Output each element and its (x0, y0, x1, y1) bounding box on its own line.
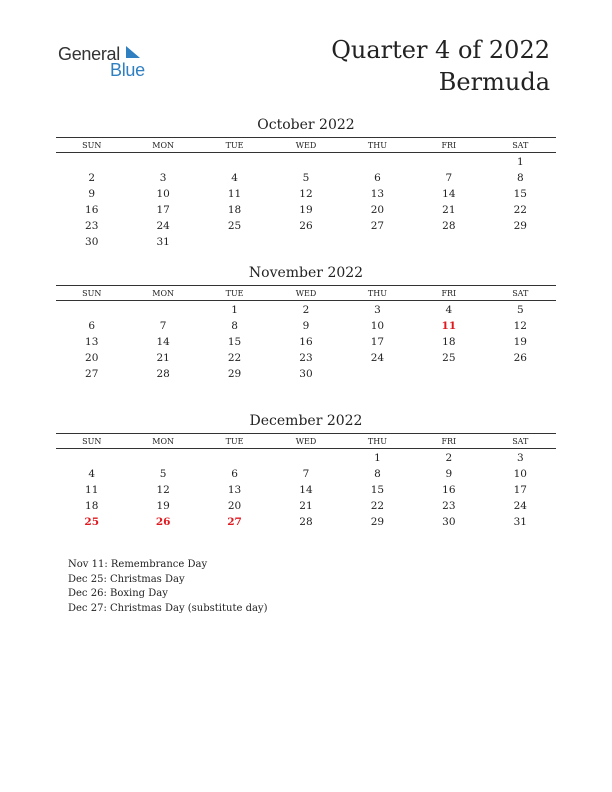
day-cell: 26 (513, 352, 527, 364)
week-row (56, 169, 556, 185)
day-cell: 26 (299, 220, 313, 232)
day-cell: 9 (445, 468, 453, 480)
day-cell: 12 (299, 188, 313, 200)
day-cell: 25 (227, 220, 242, 232)
day-cell: 31 (513, 516, 527, 528)
week-rows (56, 301, 556, 381)
weekday-header: THU (367, 140, 387, 150)
day-cell: 22 (370, 500, 385, 512)
day-cell: 10 (370, 320, 385, 332)
day-cell: 2 (445, 452, 453, 464)
day-cell: 4 (231, 172, 238, 184)
day-cell: 23 (299, 352, 313, 364)
day-cell: 4 (445, 304, 453, 316)
day-cell: 20 (85, 352, 99, 364)
week-row (56, 349, 556, 365)
holiday-note: Dec 25: Christmas Day (68, 573, 185, 585)
day-cell: 18 (227, 204, 242, 216)
day-cell: 14 (156, 336, 170, 348)
day-cell: 2 (302, 304, 310, 316)
day-cell: 19 (299, 204, 313, 216)
weekday-header: WED (295, 140, 317, 150)
day-cell: 16 (442, 484, 456, 496)
weekday-header: SUN (82, 288, 102, 298)
weekday-header: MON (152, 140, 174, 150)
weekday-header: TUE (225, 436, 244, 446)
logo-general-text: General (58, 44, 120, 64)
week-row (56, 481, 556, 497)
day-cell: 17 (370, 336, 385, 348)
day-cell: 21 (442, 204, 456, 216)
weekday-header: TUE (225, 140, 244, 150)
day-cell: 25 (84, 516, 100, 528)
day-cell: 30 (299, 368, 313, 380)
weekday-header-row (56, 285, 556, 301)
day-cell: 15 (227, 336, 242, 348)
day-cell: 21 (156, 352, 170, 364)
month-october (56, 116, 556, 249)
day-cell: 8 (516, 172, 524, 184)
day-cell: 7 (159, 320, 167, 332)
week-row (56, 153, 556, 169)
day-cell: 28 (299, 516, 313, 528)
holiday-note: Nov 11: Remembrance Day (68, 559, 208, 570)
day-cell: 28 (442, 220, 456, 232)
day-cell: 9 (302, 320, 310, 332)
week-row (56, 201, 556, 217)
month-title: October 2022 (257, 117, 355, 133)
day-cell: 1 (231, 304, 238, 316)
day-cell: 1 (516, 156, 524, 168)
day-cell: 6 (374, 172, 381, 184)
day-cell: 23 (442, 500, 456, 512)
week-row (56, 449, 556, 465)
weekday-header: MON (152, 288, 174, 298)
day-cell: 30 (442, 516, 456, 528)
weekday-header: WED (295, 436, 317, 446)
logo-blue-text: Blue (110, 60, 145, 80)
weekday-header: SAT (512, 436, 529, 446)
day-cell: 21 (299, 500, 313, 512)
month-title: November 2022 (248, 265, 364, 281)
day-cell: 5 (159, 468, 167, 480)
week-row (56, 513, 556, 529)
generalblue-logo (58, 44, 168, 84)
day-cell: 13 (85, 336, 99, 348)
day-cell: 22 (227, 352, 242, 364)
weekday-header: FRI (441, 140, 457, 150)
day-cell: 15 (513, 188, 527, 200)
weekday-header: TUE (225, 288, 244, 298)
week-row (56, 497, 556, 513)
day-cell: 27 (370, 220, 385, 232)
day-cell: 3 (159, 172, 167, 184)
day-cell: 15 (370, 484, 385, 496)
day-cell: 18 (442, 336, 456, 348)
day-cell: 29 (370, 516, 385, 528)
weekday-header: WED (295, 288, 317, 298)
day-cell: 14 (442, 188, 456, 200)
week-rows (56, 449, 556, 529)
weekday-header-row (56, 137, 556, 153)
month-december (56, 412, 556, 529)
week-row (56, 333, 556, 349)
week-row (56, 465, 556, 481)
day-cell: 29 (513, 220, 527, 232)
day-cell: 14 (299, 484, 313, 496)
title-quarter: Quarter 4 of 2022 (331, 36, 550, 64)
weekday-header: THU (367, 288, 387, 298)
weekday-header: FRI (441, 288, 457, 298)
day-cell: 8 (231, 320, 238, 332)
week-row (56, 185, 556, 201)
day-cell: 8 (374, 468, 381, 480)
day-cell: 1 (374, 452, 381, 464)
day-cell: 6 (88, 320, 96, 332)
week-row (56, 365, 556, 381)
day-cell: 5 (302, 172, 310, 184)
weekday-header: MON (152, 436, 174, 446)
weekday-header: THU (367, 436, 387, 446)
holiday-note: Dec 27: Christmas Day (substitute day) (68, 602, 268, 614)
day-cell: 23 (85, 220, 99, 232)
day-cell: 28 (156, 368, 170, 380)
weekday-header: SUN (82, 140, 102, 150)
day-cell: 9 (88, 188, 96, 200)
day-cell: 30 (85, 236, 99, 248)
day-cell: 24 (513, 500, 527, 512)
day-cell: 26 (155, 516, 171, 528)
day-cell: 24 (156, 220, 170, 232)
day-cell: 13 (227, 484, 242, 496)
month-november (56, 264, 556, 381)
day-cell: 25 (442, 352, 456, 364)
weekday-header: FRI (441, 436, 457, 446)
day-cell: 12 (156, 484, 170, 496)
day-cell: 27 (85, 368, 99, 380)
day-cell: 16 (85, 204, 99, 216)
day-cell: 7 (302, 468, 310, 480)
week-row (56, 217, 556, 233)
day-cell: 19 (156, 500, 170, 512)
week-row (56, 317, 556, 333)
week-row (56, 301, 556, 317)
day-cell: 10 (156, 188, 170, 200)
day-cell: 11 (227, 188, 242, 200)
month-title: December 2022 (249, 413, 363, 429)
day-cell: 17 (156, 204, 170, 216)
day-cell: 4 (88, 468, 96, 480)
day-cell: 29 (227, 368, 242, 380)
day-cell: 5 (516, 304, 524, 316)
day-cell: 11 (441, 320, 457, 332)
day-cell: 20 (370, 204, 385, 216)
day-cell: 13 (370, 188, 385, 200)
day-cell: 11 (85, 484, 99, 496)
weekday-header: SUN (82, 436, 102, 446)
day-cell: 16 (299, 336, 313, 348)
day-cell: 17 (513, 484, 527, 496)
day-cell: 10 (513, 468, 527, 480)
day-cell: 20 (227, 500, 242, 512)
day-cell: 27 (227, 516, 242, 528)
day-cell: 31 (156, 236, 170, 248)
day-cell: 7 (445, 172, 453, 184)
logo-triangle-icon (124, 46, 140, 60)
day-cell: 24 (370, 352, 385, 364)
day-cell: 12 (513, 320, 527, 332)
day-cell: 2 (88, 172, 96, 184)
holiday-note: Dec 26: Boxing Day (68, 588, 168, 599)
week-rows (56, 153, 556, 249)
day-cell: 22 (513, 204, 527, 216)
page-title (331, 34, 550, 98)
day-cell: 6 (231, 468, 238, 480)
day-cell: 3 (516, 452, 524, 464)
day-cell: 18 (85, 500, 99, 512)
day-cell: 3 (374, 304, 381, 316)
weekday-header: SAT (512, 288, 529, 298)
day-cell: 19 (513, 336, 527, 348)
weekday-header-row (56, 433, 556, 449)
holiday-notes (68, 558, 267, 616)
title-country: Bermuda (438, 68, 550, 96)
weekday-header: SAT (512, 140, 529, 150)
week-row (56, 233, 556, 249)
